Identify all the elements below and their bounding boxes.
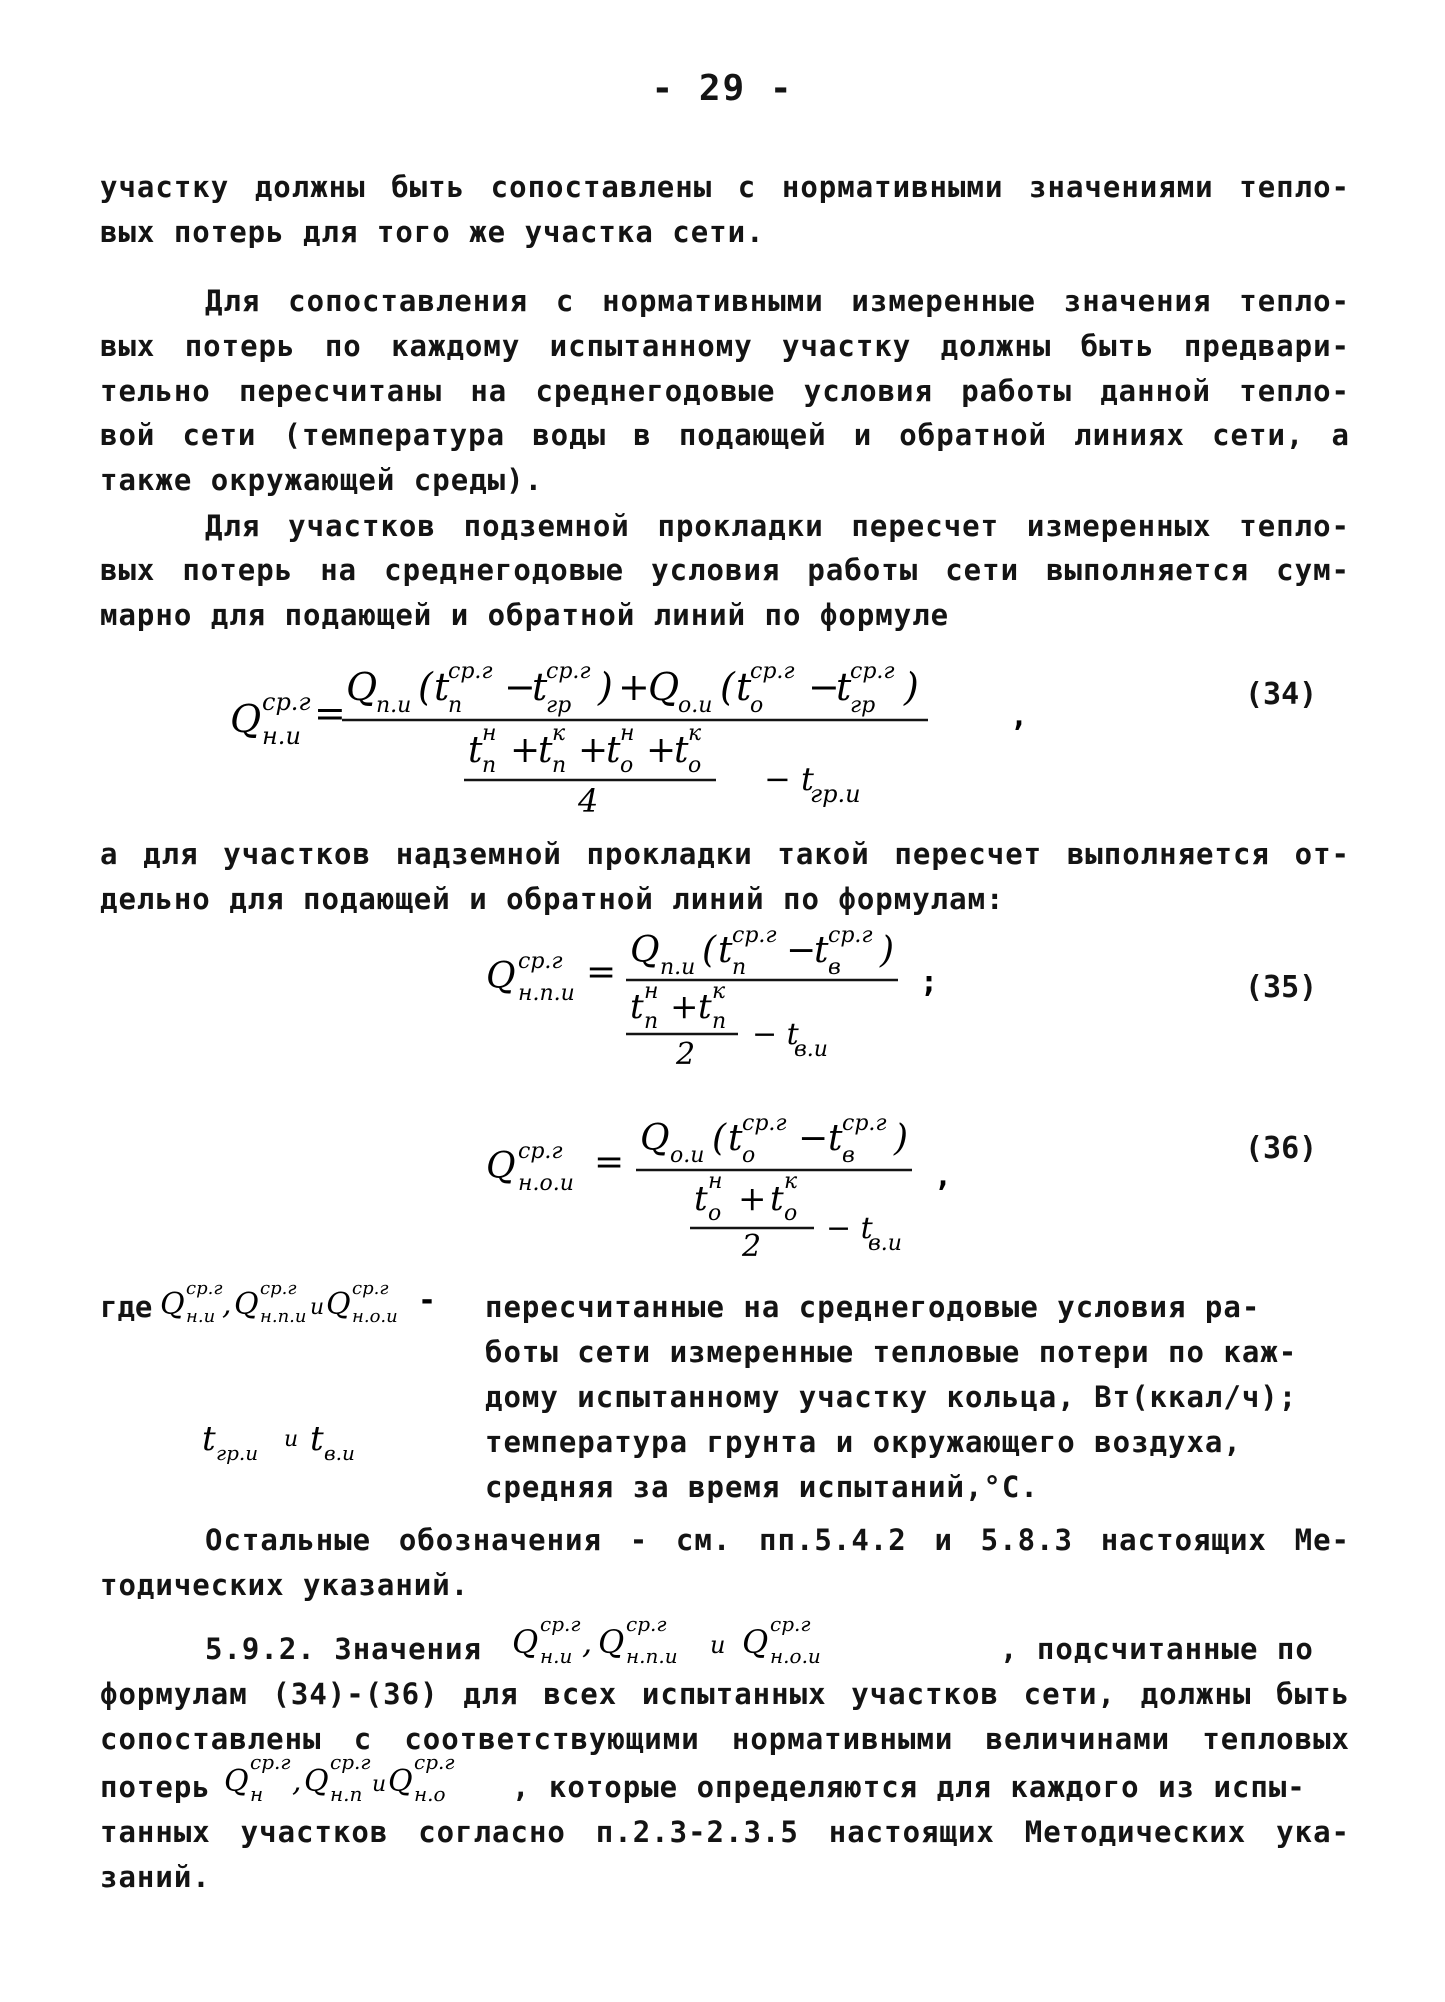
svg-text:−: − (808, 665, 840, 709)
svg-text:Q: Q (326, 1287, 351, 1322)
svg-text:Q: Q (224, 1764, 249, 1799)
svg-text:;: ; (920, 965, 939, 1000)
svg-text:к: к (552, 721, 566, 746)
svg-text:ср.г: ср.г (518, 1139, 563, 1164)
svg-text:ср.г: ср.г (518, 949, 563, 974)
section-symbols-q (510, 1605, 950, 1675)
svg-text:−: − (798, 1118, 829, 1159)
text-line: Для сопоставления с нормативными измеренные значения тепло- (205, 284, 1350, 318)
svg-text:): ) (880, 930, 895, 971)
svg-text:=: = (314, 691, 346, 735)
svg-text:t: t (828, 1118, 843, 1159)
svg-text:ср.г: ср.г (850, 659, 895, 684)
svg-text:п: п (482, 753, 497, 778)
svg-text:ср.г: ср.г (828, 923, 873, 948)
svg-text:гр.и: гр.и (216, 1441, 259, 1465)
svg-text:в.и: в.и (324, 1441, 355, 1465)
svg-text:н.о.и: н.о.и (352, 1306, 398, 1327)
svg-text:н: н (620, 721, 635, 746)
svg-text:−: − (504, 665, 536, 709)
svg-text:Q: Q (630, 930, 660, 971)
svg-text:п: п (552, 753, 567, 778)
text-line: средняя за время испытаний,°С. (485, 1470, 1039, 1504)
text-line: дому испытанному участку кольца, Вт(ккал/ч); (485, 1380, 1298, 1414)
svg-text:о.и: о.и (670, 1143, 705, 1168)
svg-text:t: t (836, 665, 852, 709)
text-line: тельно пересчитаны на среднегодовые условия работы данной тепло- (100, 374, 1350, 408)
svg-text:t: t (202, 1419, 216, 1459)
svg-text:t: t (814, 930, 829, 971)
text-line: сопоставлены с соответствующими нормативными величинами тепловых (100, 1722, 1350, 1756)
section-symbols-qnorm (222, 1745, 522, 1811)
text-line: вых потерь на среднегодовые условия работы сети выполняется сум- (100, 553, 1350, 587)
svg-text:в: в (828, 955, 841, 980)
svg-text:t: t (770, 1179, 784, 1219)
text-line: участку должны быть сопоставлены с нормативными значениями тепло- (100, 170, 1350, 204)
svg-text:+: + (738, 1179, 767, 1219)
svg-text:ср.г: ср.г (448, 659, 493, 684)
svg-text:и: и (284, 1427, 299, 1452)
svg-text:Q: Q (742, 1623, 769, 1661)
svg-text:п: п (712, 1009, 727, 1034)
svg-text:ср.г: ср.г (742, 1111, 787, 1136)
svg-text:+: + (510, 730, 541, 771)
svg-text:Q: Q (648, 665, 680, 709)
svg-text:гр.и: гр.и (810, 780, 861, 808)
svg-text:о: о (708, 1201, 722, 1226)
text-line: марно для подающей и обратной линий по формуле (100, 598, 950, 632)
svg-text:в.и: в.и (868, 1231, 902, 1256)
svg-text:гр: гр (546, 693, 572, 718)
svg-text:н: н (250, 1782, 264, 1806)
svg-text:t: t (538, 730, 553, 771)
svg-text:ср.г: ср.г (260, 1278, 297, 1299)
svg-text:н.о.и: н.о.и (770, 1644, 821, 1668)
svg-text:н.и: н.и (540, 1644, 573, 1668)
svg-text:2: 2 (742, 1229, 762, 1260)
svg-text:о: о (750, 693, 764, 718)
svg-text:о: о (742, 1143, 756, 1168)
svg-text:t: t (630, 987, 644, 1027)
svg-text:гр: гр (850, 693, 876, 718)
text-line: потерь (100, 1770, 211, 1804)
svg-text:− t: − t (826, 1211, 873, 1246)
svg-text:п.и: п.и (376, 693, 412, 718)
text-line: танных участков согласно п.2.3-2.3.5 настоящих Методических ука- (100, 1815, 1350, 1849)
svg-text:ср.г: ср.г (186, 1278, 223, 1299)
equation-35 (480, 920, 1020, 1070)
svg-text:Q: Q (346, 665, 378, 709)
text-line: а для участков надземной прокладки такой пересчет выполняется от- (100, 837, 1350, 871)
svg-text:−: − (786, 930, 817, 971)
svg-text:=: = (586, 952, 617, 993)
svg-text:н.п.и: н.п.и (518, 981, 575, 1006)
svg-text:): ) (894, 1118, 909, 1159)
svg-text:ср.г: ср.г (330, 1750, 371, 1774)
text-line: вых потерь для того же участка сети. (100, 215, 765, 249)
svg-text:н: н (708, 1169, 723, 1194)
text-line: температура грунта и окружающего воздуха, (485, 1425, 1242, 1459)
svg-text:и: и (710, 1631, 726, 1659)
svg-text:ср.г: ср.г (352, 1278, 389, 1299)
svg-text:t: t (468, 730, 483, 771)
where-symbols-t (198, 1412, 438, 1472)
text-line: , которые определяются для каждого из испы- (512, 1770, 1306, 1804)
svg-text:о: о (784, 1201, 798, 1226)
svg-text:t: t (434, 665, 450, 709)
svg-text:t: t (728, 1118, 743, 1159)
svg-text:ср.г: ср.г (770, 1612, 811, 1636)
svg-text:+: + (578, 730, 609, 771)
svg-text:t: t (674, 730, 689, 771)
text-line: Остальные обозначения - см. пп.5.4.2 и 5.8.3 настоящих Ме- (205, 1523, 1350, 1557)
text-line: заний. (100, 1860, 211, 1894)
svg-text:и: и (372, 1772, 387, 1797)
text-line: , подсчитанные по (1000, 1632, 1314, 1666)
text-line: также окружающей среды). (100, 463, 544, 497)
svg-text:t: t (694, 1179, 708, 1219)
svg-text:ср.г: ср.г (750, 659, 795, 684)
svg-text:н.п.и: н.п.и (260, 1306, 307, 1327)
svg-text:+: + (670, 987, 699, 1027)
svg-text:н.п.и: н.п.и (626, 1644, 678, 1668)
svg-text:ср.г: ср.г (842, 1111, 887, 1136)
svg-text:н.п: н.п (330, 1782, 363, 1806)
svg-text:к: к (784, 1169, 798, 1194)
svg-text:t: t (532, 665, 548, 709)
svg-text:и: и (310, 1295, 325, 1320)
where-symbols-q (158, 1270, 478, 1340)
svg-text:н.о.и: н.о.и (518, 1171, 574, 1196)
text-line: вых потерь по каждому испытанному участку должны быть предвари- (100, 329, 1350, 363)
eq34-lhs: Q (230, 697, 262, 741)
svg-text:t: t (718, 930, 733, 971)
text-line: Для участков подземной прокладки пересчет измеренных тепло- (205, 509, 1350, 543)
svg-text:о: о (688, 753, 702, 778)
svg-text:в.и: в.и (794, 1037, 828, 1062)
svg-text:н.и: н.и (186, 1306, 216, 1327)
svg-text:ср.г: ср.г (626, 1612, 667, 1636)
svg-text:ср.г: ср.г (250, 1750, 291, 1774)
text-line: дельно для подающей и обратной линий по формулам: (100, 882, 1005, 916)
svg-text:ср.г: ср.г (546, 659, 591, 684)
svg-text:к: к (712, 979, 726, 1004)
svg-text:Q: Q (388, 1764, 413, 1799)
svg-text:t: t (698, 987, 712, 1027)
svg-text:Q: Q (486, 956, 516, 997)
svg-text:о.и: о.и (678, 693, 713, 718)
svg-text:+: + (618, 665, 650, 709)
svg-text:,: , (934, 1159, 953, 1194)
svg-text:Q: Q (486, 1146, 516, 1187)
eq35-number: (35) (1245, 970, 1318, 1005)
eq34-number: (34) (1245, 677, 1318, 712)
text-line: пересчитанные на среднегодовые условия ра- (485, 1290, 1261, 1324)
svg-text:,: , (222, 1287, 232, 1322)
svg-text:(: ( (418, 665, 433, 709)
svg-text:Q: Q (512, 1623, 539, 1661)
svg-text:(: ( (702, 930, 717, 971)
text-line: тодических указаний. (100, 1568, 470, 1602)
svg-text:н: н (482, 721, 497, 746)
svg-text:в: в (842, 1143, 855, 1168)
svg-text:п: п (732, 955, 747, 980)
svg-text:(: ( (720, 665, 735, 709)
svg-text:2: 2 (676, 1037, 696, 1070)
svg-text:н.о: н.о (414, 1782, 446, 1806)
svg-text:ср.г: ср.г (732, 923, 777, 948)
svg-text:п: п (644, 1009, 659, 1034)
svg-text:Q: Q (598, 1623, 625, 1661)
svg-text:Q: Q (640, 1118, 670, 1159)
svg-text:): ) (598, 665, 613, 709)
svg-text:4: 4 (578, 782, 599, 820)
svg-text:о: о (620, 753, 634, 778)
svg-text:+: + (646, 730, 677, 771)
text-line: боты сети измеренные тепловые потери по каж- (485, 1335, 1298, 1369)
svg-text:(: ( (712, 1118, 727, 1159)
eq36-number: (36) (1245, 1131, 1318, 1166)
svg-text:н: н (644, 979, 659, 1004)
svg-text:t: t (310, 1419, 324, 1459)
svg-text:к: к (688, 721, 702, 746)
svg-text:): ) (904, 665, 919, 709)
svg-text:Q: Q (234, 1287, 259, 1322)
text-line: формулам (34)-(36) для всех испытанных участков сети, должны быть (100, 1677, 1350, 1711)
svg-text:Q: Q (304, 1764, 329, 1799)
text-line: вой сети (температура воды в подающей и обратной линиях сети, а (100, 418, 1350, 452)
svg-text:Q: Q (160, 1287, 185, 1322)
page-number: - 29 - (651, 68, 794, 109)
section-number: 5.9.2. Значения (205, 1632, 482, 1666)
equation-36 (480, 1100, 1040, 1260)
svg-text:− t: − t (752, 1017, 799, 1052)
where-label: где (100, 1290, 153, 1324)
svg-text:,: , (1010, 699, 1029, 734)
svg-text:ср.г: ср.г (414, 1750, 455, 1774)
svg-text:t: t (606, 730, 621, 771)
svg-text:=: = (594, 1142, 625, 1183)
svg-text:,: , (292, 1764, 302, 1799)
equation-34 (220, 640, 1040, 820)
svg-text:ср.г: ср.г (262, 688, 311, 716)
svg-text:-: - (418, 1283, 437, 1318)
svg-text:,: , (582, 1623, 593, 1661)
svg-text:t: t (736, 665, 752, 709)
svg-text:п: п (448, 693, 463, 718)
svg-text:− t: − t (764, 760, 814, 798)
svg-text:н.и: н.и (262, 722, 301, 750)
svg-text:п.и: п.и (660, 955, 696, 980)
svg-text:ср.г: ср.г (540, 1612, 581, 1636)
